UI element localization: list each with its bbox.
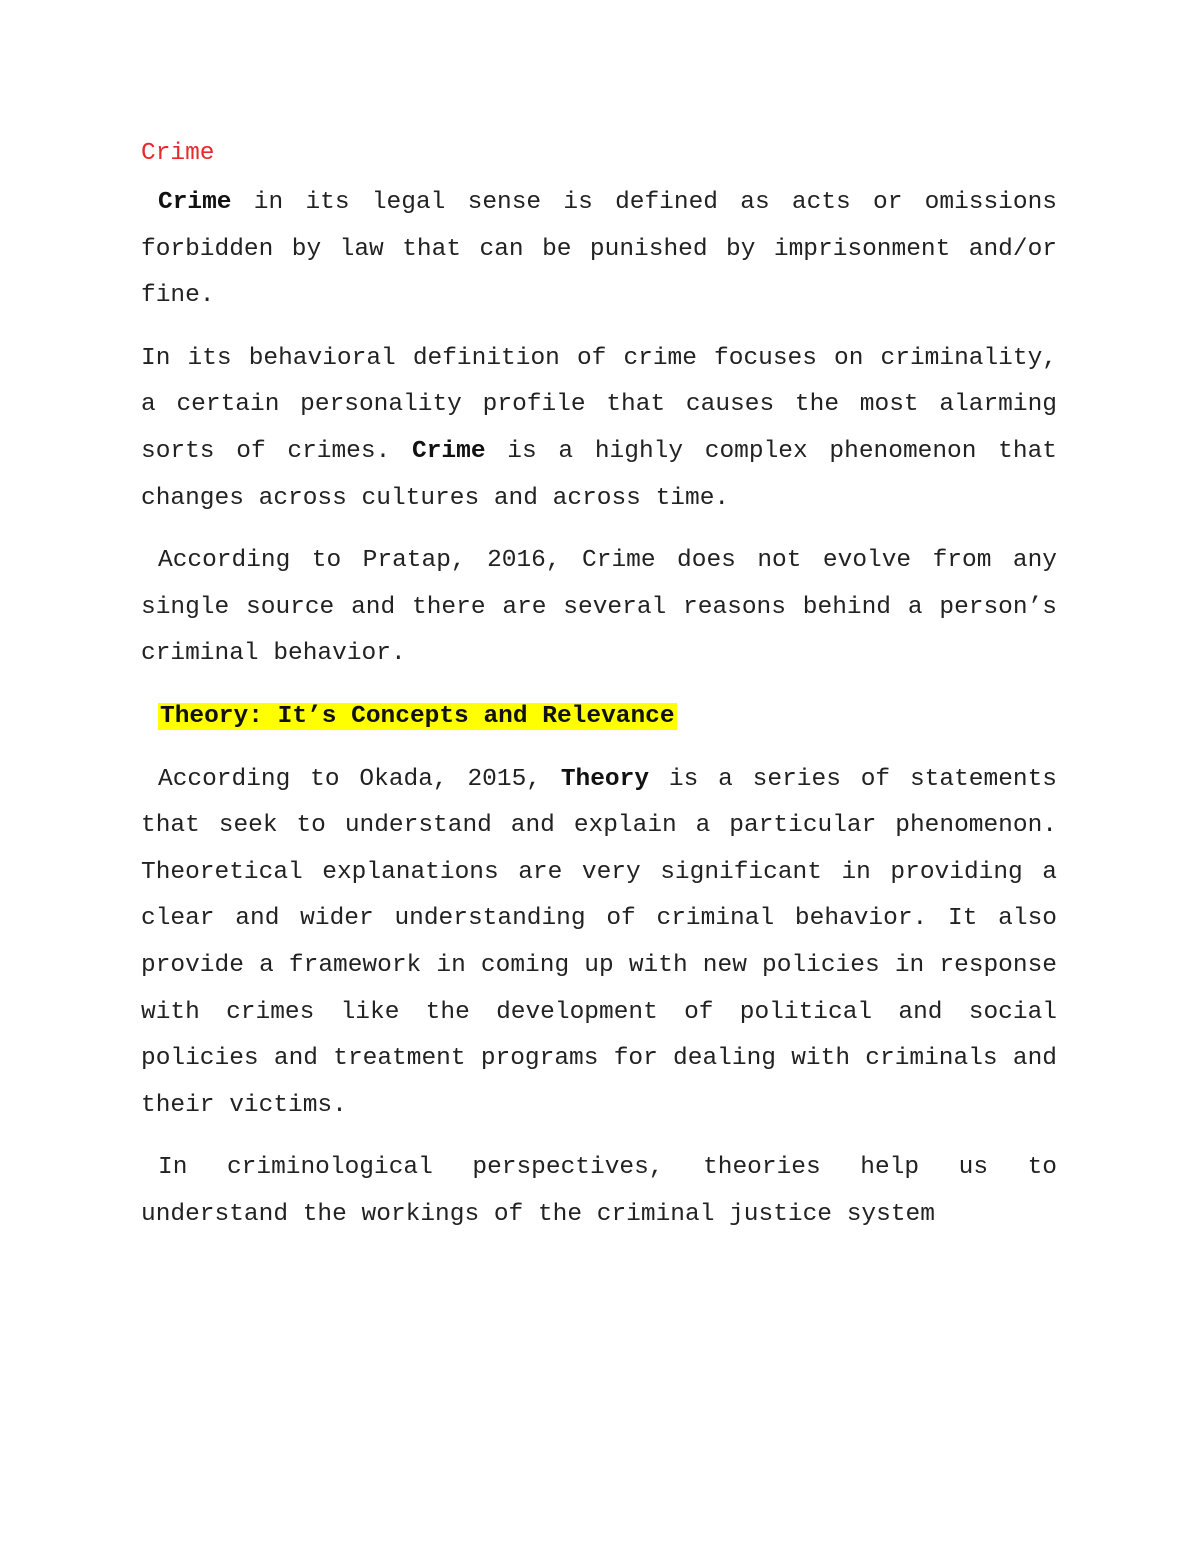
paragraph-crime-behavioral xyxy=(141,336,1057,522)
paragraph-text: In criminological perspectives, theories help us to understand the workings of the criminal justice system xyxy=(141,1154,1057,1228)
paragraph-criminological xyxy=(141,1145,1057,1238)
paragraph-text: is a highly complex phenomenon that changes across cultures and across time. xyxy=(141,437,1057,512)
paragraph-theory xyxy=(141,757,1057,1130)
paragraph-pratap xyxy=(141,538,1057,678)
paragraph-text: is a series of statements that seek to understand and explain a particular phenomenon. Theoretical explanations are very significant in providing a clear and wider understanding of criminal behavior. It also provide a framework in coming up with new policies in response with crimes like the development of political and social policies and treatment programs for dealing with criminals and their victims. xyxy=(141,765,1058,1119)
paragraph-text: In its behavioral definition of crime focuses on criminality, a certain personality profile that causes the most alarming sorts of crimes. xyxy=(141,344,1057,465)
bold-term-crime: Crime xyxy=(158,189,232,216)
document-page xyxy=(141,128,1057,1254)
paragraph-text: in its legal sense is defined as acts or omissions forbidden by law that can be punished by imprisonment and/or fine. xyxy=(141,189,1057,310)
highlighted-heading: Theory: It’s Concepts and Relevance xyxy=(160,702,675,730)
bold-term-crime: Crime xyxy=(412,437,486,465)
paragraph-crime-legal xyxy=(141,180,1057,320)
document-title: Crime xyxy=(141,140,215,167)
paragraph-text: According to Pratap, 2016, Crime does not evolve from any single source and there are several reasons behind a person’s criminal behavior. xyxy=(141,547,1057,668)
section-heading xyxy=(141,694,1057,741)
bold-term-theory: Theory xyxy=(560,765,650,793)
paragraph-text: According to Okada, 2015, xyxy=(158,765,561,793)
